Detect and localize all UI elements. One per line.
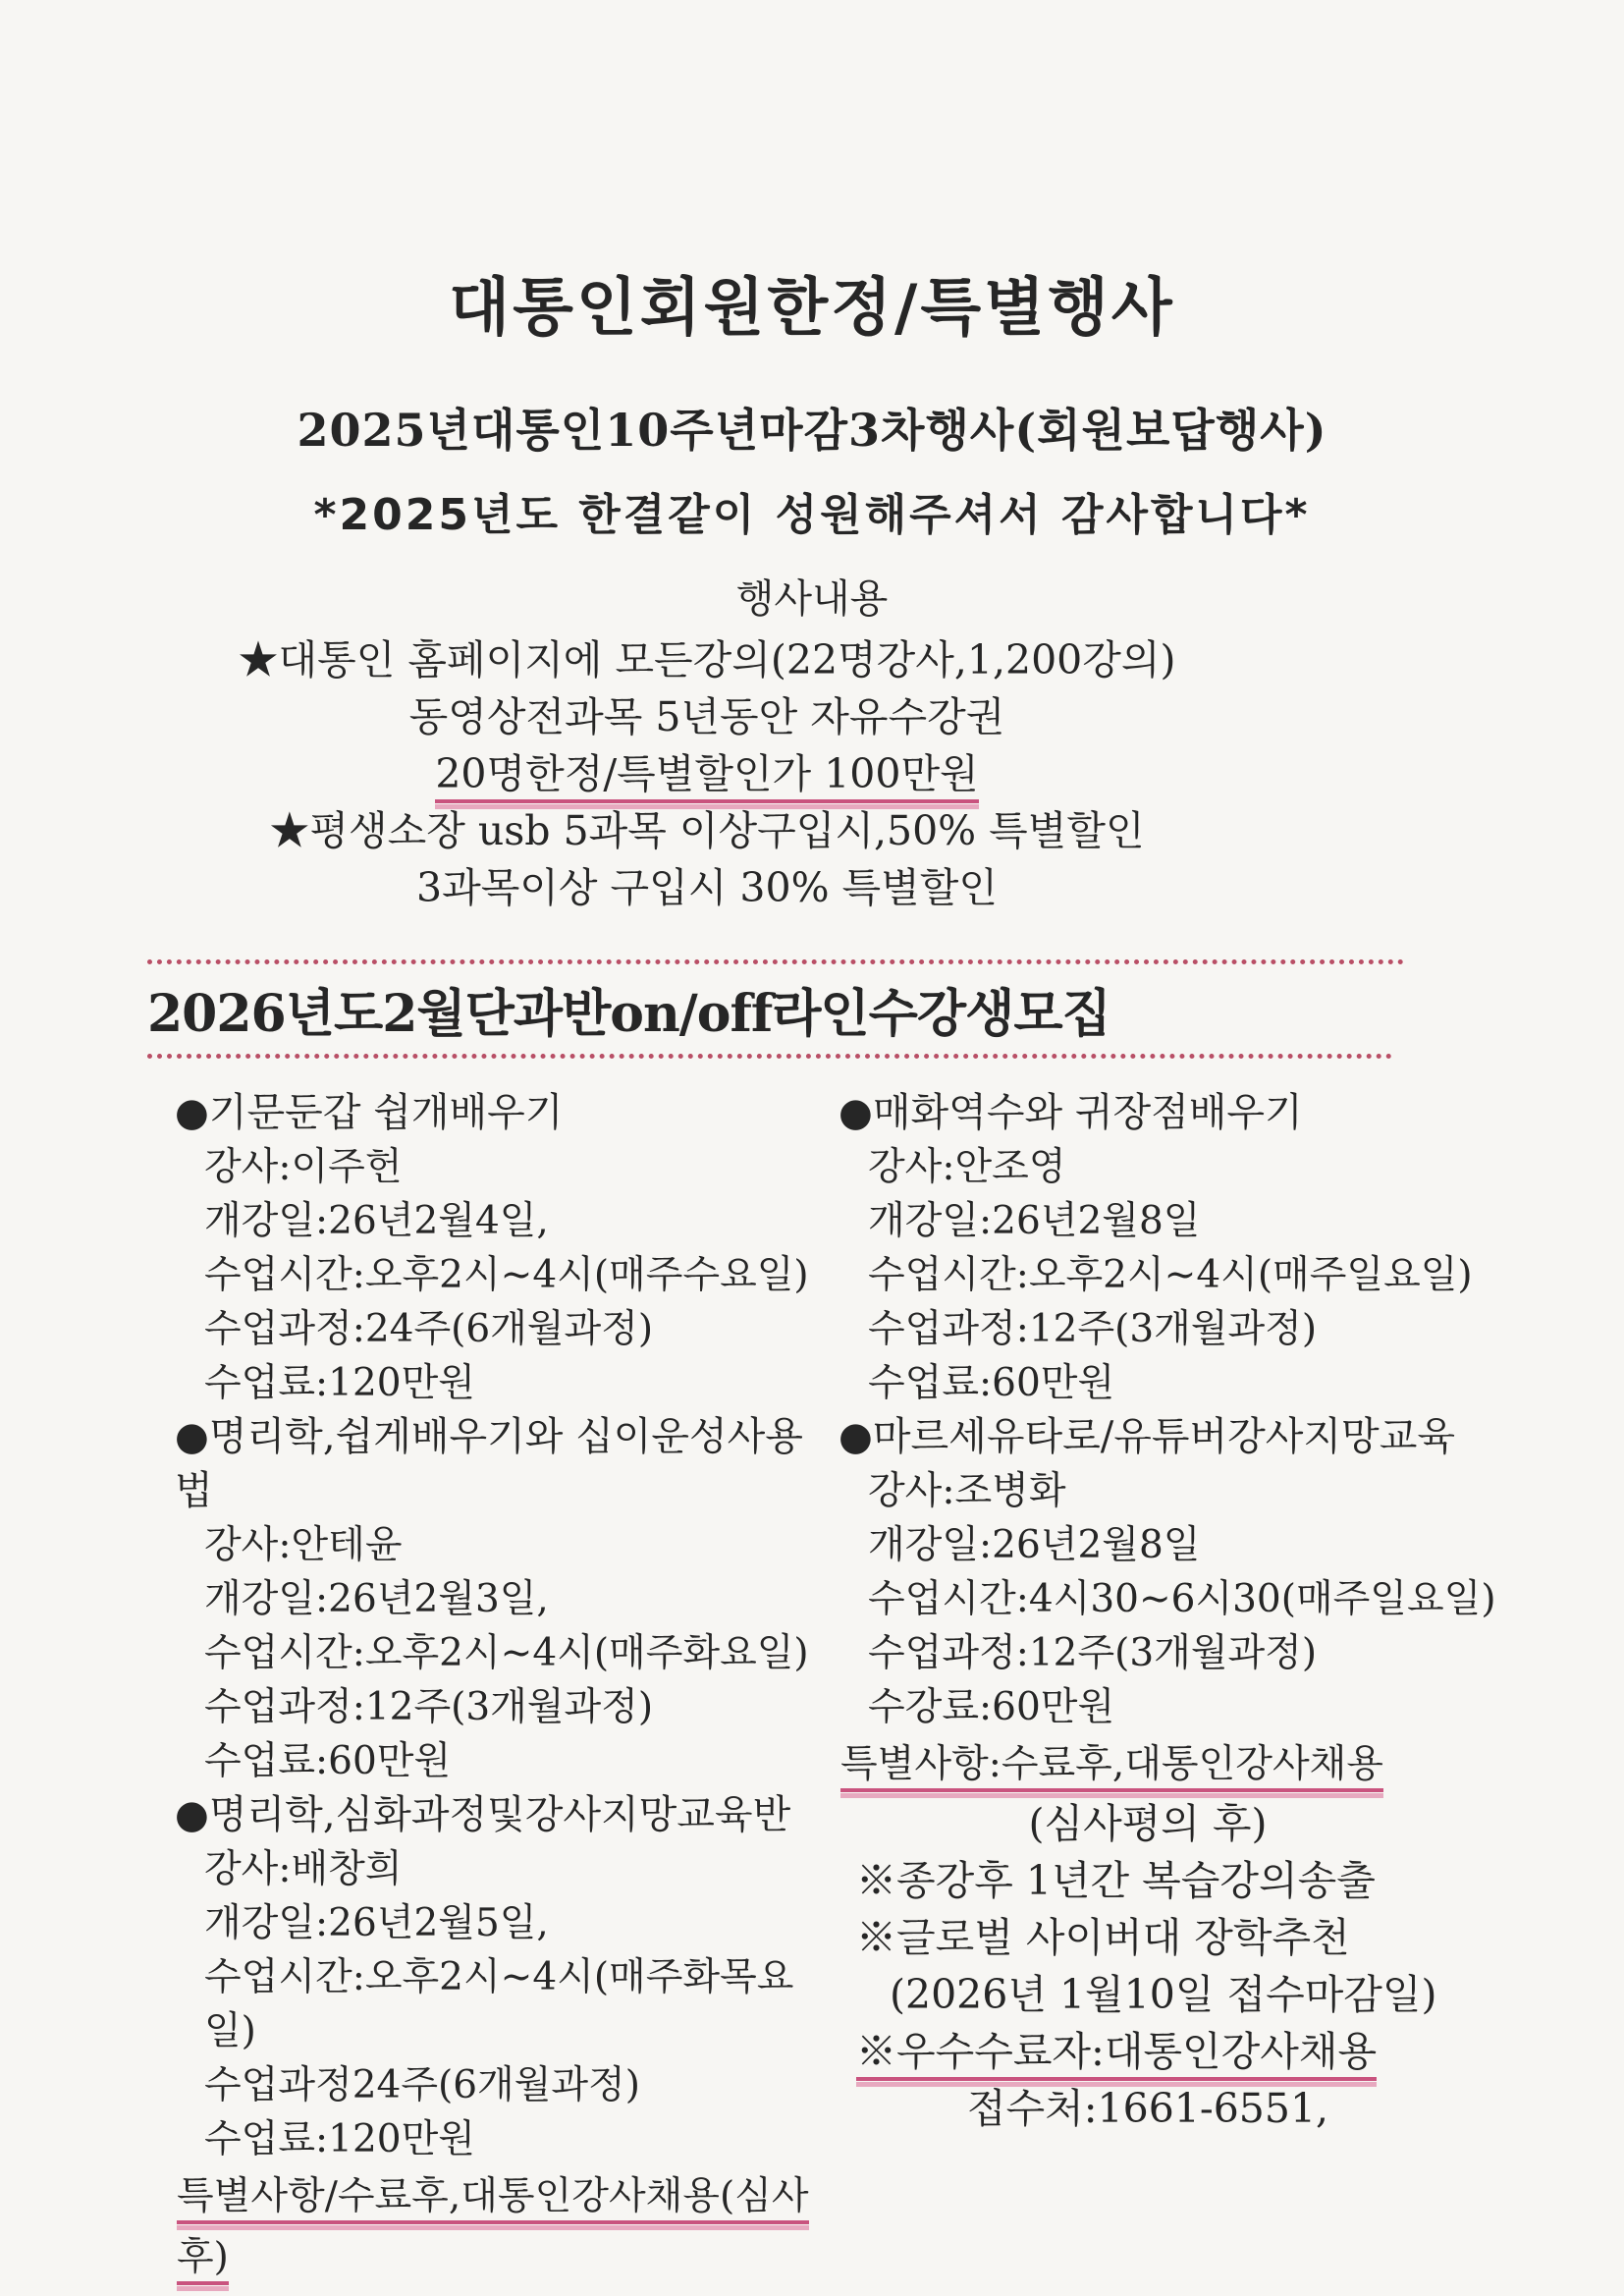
course-columns	[175, 1086, 1624, 2288]
event-line-text: ★대통인 홈페이지에 모든강의(22명강사,1,200강의)	[238, 636, 1176, 683]
column-left	[175, 1086, 839, 2288]
course-special-note	[839, 1734, 1545, 1795]
event-line-text: ★평생소장 usb 5과목 이상구입시,50% 특별할인	[269, 807, 1145, 854]
note-line	[839, 1966, 1545, 2023]
event-line	[118, 802, 1296, 859]
course-title: ●기문둔갑 쉽개배우기	[175, 1090, 564, 1135]
course-detail-line: 강사:이주헌	[204, 1145, 403, 1189]
note-text: 접수처:1661-6551,	[966, 2085, 1329, 2132]
event-lines	[118, 631, 1296, 916]
recruit-section	[147, 959, 1532, 1059]
note-line	[839, 2080, 1545, 2137]
course-title: ●명리학,쉽게배우기와 십이운성사용법	[175, 1414, 803, 1513]
note-line	[839, 1795, 1545, 1852]
course-detail-line: 수업과정:24주(6개월과정)	[204, 1307, 654, 1351]
course-detail-line: 강사:조병화	[868, 1469, 1066, 1513]
note-text: ※우수수료자:대통인강사채용	[856, 2028, 1377, 2087]
course-special-text: 특별사항:수료후,대통인강사채용	[840, 1742, 1383, 1798]
course-special-note	[175, 2166, 839, 2288]
event-line-text: 3과목이상 구입시 30% 특별할인	[416, 864, 998, 911]
note-text: ※글로벌 사이버대 장학추천	[856, 1914, 1350, 1961]
event-line	[118, 631, 1296, 688]
course-detail-line: 수업료:120만원	[204, 2117, 475, 2161]
course-detail-line: 수업료:60만원	[204, 1739, 452, 1783]
course-detail-line: 수강료:60만원	[868, 1685, 1115, 1729]
course-title: ●매화역수와 귀장점배우기	[839, 1090, 1303, 1135]
event-section-label: 행사내용	[735, 576, 889, 622]
event-line-text: 동영상전과목 5년동안 자유수강권	[408, 693, 1005, 740]
note-line	[839, 2023, 1545, 2080]
course-detail-line: 강사:안테윤	[204, 1523, 403, 1567]
course-block	[839, 1410, 1545, 2137]
course-detail-line: 강사:안조영	[868, 1145, 1066, 1189]
course-block	[839, 1086, 1545, 1410]
event-subtitle: 2025년대통인10주년마감3차행사(회원보답행사)	[297, 404, 1327, 457]
note-text: ※종강후 1년간 복습강의송출	[856, 1857, 1376, 1904]
note-text: (심사평의 후)	[1028, 1800, 1268, 1847]
event-line-text: 20명한정/특별할인가 100만원	[435, 750, 978, 809]
course-detail-line: 수업시간:4시30~6시30(매주일요일)	[868, 1577, 1496, 1621]
note-line	[839, 1852, 1545, 1909]
note-line	[839, 1909, 1545, 1966]
page-title: 대통인회원한정/특별행사	[449, 271, 1175, 345]
course-block	[175, 1788, 839, 2288]
course-block	[175, 1086, 839, 1410]
event-line	[118, 688, 1296, 745]
course-block	[175, 1410, 839, 1788]
course-title: ●명리학,심화과정및강사지망교육반	[175, 1792, 791, 1837]
recruit-header: 2026년도2월단과반on/off라인수강생모집	[147, 984, 1110, 1044]
course-special-text: 특별사항/수료후,대통인강사채용(심사후)	[177, 2174, 809, 2291]
course-detail-line: 개강일:26년2월8일	[868, 1523, 1201, 1567]
course-detail-line: 수업료:120만원	[204, 1361, 475, 1405]
course-detail-line: 개강일:26년2월3일,	[204, 1577, 549, 1621]
thanks-note: *2025년도 한결같이 성원해주셔서 감사합니다*	[313, 490, 1311, 540]
course-detail-line: 수업과정:12주(3개월과정)	[204, 1685, 654, 1729]
course-detail-line: 수업료:60만원	[868, 1361, 1115, 1405]
course-detail-line: 수업과정:12주(3개월과정)	[868, 1307, 1318, 1351]
event-line	[118, 745, 1296, 802]
course-detail-line: 수업시간:오후2시~4시(매주일요일)	[868, 1253, 1473, 1297]
course-detail-line: 개강일:26년2월4일,	[204, 1199, 549, 1243]
dotted-divider-bottom	[147, 1054, 1392, 1059]
event-line	[118, 859, 1296, 916]
course-detail-line: 강사:배창희	[204, 1847, 403, 1891]
course-detail-line: 수업과정24주(6개월과정)	[204, 2063, 640, 2107]
note-text: (2026년 1월10일 접수마감일)	[890, 1971, 1437, 2018]
course-detail-line: 수업과정:12주(3개월과정)	[868, 1631, 1318, 1675]
course-detail-line: 수업시간:오후2시~4시(매주화목요일)	[204, 1955, 794, 2053]
course-detail-line: 수업시간:오후2시~4시(매주수요일)	[204, 1253, 809, 1297]
column-right	[839, 1086, 1545, 2288]
dotted-divider-top	[147, 959, 1404, 964]
course-title: ●마르세유타로/유튜버강사지망교육	[839, 1414, 1455, 1459]
course-detail-line: 개강일:26년2월8일	[868, 1199, 1201, 1243]
course-detail-line: 수업시간:오후2시~4시(매주화요일)	[204, 1631, 809, 1675]
course-detail-line: 개강일:26년2월5일,	[204, 1901, 549, 1945]
